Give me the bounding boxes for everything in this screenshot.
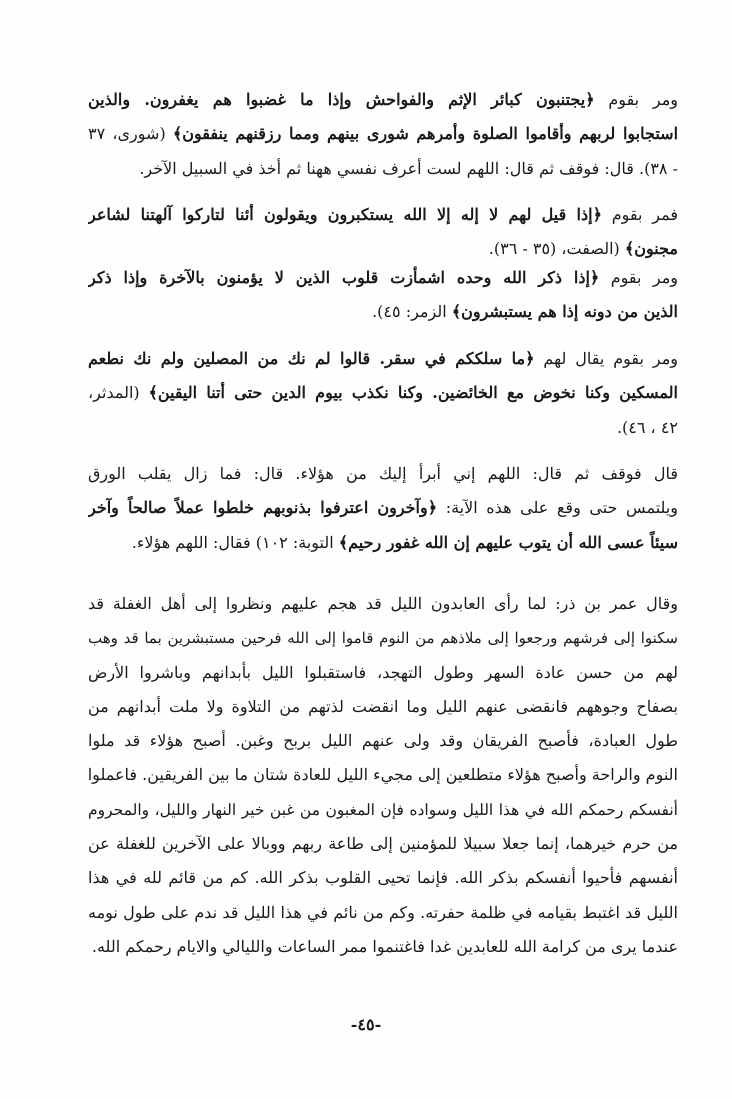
text-line bbox=[88, 724, 678, 758]
text-line bbox=[88, 117, 678, 151]
body-text: قال فوقف ثم قال: اللهم إني أبرأ إليك من هؤلاء. قال: فما زال يقلب الورق bbox=[88, 464, 678, 483]
quran-verse-text: الذين من دونه إذا هم يستبشرون﴾ bbox=[451, 302, 678, 322]
text-line bbox=[88, 342, 678, 376]
body-text: طول العبادة، فأصبح الفريقان وقد ولى عنهم الليل بربح وغبن. أصبح هؤلاء قد ملوا bbox=[88, 731, 678, 751]
text-line bbox=[88, 261, 678, 295]
body-text: ومر بقوم يقال لهم bbox=[534, 349, 678, 368]
paragraph-3 bbox=[88, 261, 678, 330]
text-line bbox=[88, 491, 678, 525]
body-text: (شورى، ٣٧ bbox=[88, 124, 173, 144]
body-text: الليل قد اغتبط بقيامه في ظلمة حفرته. وكم من نائم في هذا الليل قد ندم على طول نومه bbox=[88, 902, 678, 922]
body-text: عندما يرى من كرامة الله للعابدين غدا فاغتنموا ممر الساعات والليالي والايام رحمكم الله. bbox=[91, 936, 678, 956]
text-line bbox=[88, 621, 678, 655]
text-line bbox=[88, 656, 678, 690]
text-line bbox=[88, 930, 678, 964]
paragraph-6 bbox=[88, 587, 678, 964]
body-text: ٤٢ ، ٤٦). bbox=[616, 417, 678, 437]
body-text: النوم والراحة وأصبح هؤلاء متطلعين إلى مجيء الليل للعادة شتان ما بين الفريقين. فاعملوا bbox=[88, 765, 678, 785]
paragraph-5 bbox=[88, 457, 678, 560]
text-line bbox=[88, 152, 678, 186]
text-line bbox=[88, 690, 678, 724]
paragraph-1 bbox=[88, 83, 678, 186]
text-line bbox=[88, 587, 678, 621]
quran-verse-text: المسكين وكنا نخوض مع الخائضين. وكنا نكذب بيوم الدين حتى أتنا اليقين﴾ bbox=[148, 383, 678, 403]
quran-verse-text: مجنون﴾ bbox=[624, 239, 678, 259]
paragraph-2 bbox=[88, 198, 678, 267]
body-text: التوبة: ١٠٢) فقال: اللهم هؤلاء. bbox=[131, 532, 339, 552]
body-text: (الصفت، (٣٥ - ٣٦). bbox=[488, 239, 625, 259]
paragraph-4 bbox=[88, 342, 678, 445]
text-line bbox=[88, 827, 678, 861]
body-text: ومر بقوم bbox=[599, 268, 678, 287]
quran-verse-text: استجابوا لربهم وأقاموا الصلوة وأمرهم شورى بينهم ومما رزقنهم ينفقون﴾ bbox=[172, 124, 678, 144]
body-text: الزمر: ٤٥). bbox=[372, 302, 452, 322]
quran-verse-text: ﴿إذا ذكر الله وحده اشمأزت قلوب الذين لا يؤمنون بالآخرة وإذا ذكر bbox=[88, 268, 600, 287]
text-line bbox=[88, 376, 678, 410]
text-line bbox=[88, 83, 678, 117]
body-text: لهم من حسن عادة السهر وطول التهجد، فاستقبلوا الليل بأبدانهم وباشروا الأرض bbox=[88, 662, 678, 682]
quran-verse-text: ﴿وآخرون اعترفوا بذنوبهم خلطوا عملاً صالحاً وآخر bbox=[88, 498, 438, 518]
text-line bbox=[88, 198, 678, 232]
body-text: (المدثر، bbox=[88, 383, 149, 403]
text-line bbox=[88, 861, 678, 895]
body-text: وقال عمر بن ذر: لما رأى العابدون الليل قد هجم عليهم ونظروا إلى أهل الغفلة قد bbox=[88, 594, 678, 613]
text-line bbox=[88, 295, 678, 329]
body-text: من حرم خيرهما، إنما جعلا سبيلا للمؤمنين إلى طاعة ربهم ووبالا على الآخرين للغفلة عن bbox=[88, 834, 678, 854]
text-line bbox=[88, 758, 678, 792]
text-line bbox=[88, 411, 678, 445]
page-number: -٤٥- bbox=[350, 1015, 382, 1034]
text-line bbox=[88, 526, 678, 560]
body-text: فمر بقوم bbox=[601, 205, 678, 224]
text-line bbox=[88, 896, 678, 930]
text-line bbox=[88, 457, 678, 491]
body-text: أنفسهم فأحيوا أنفسكم بذكر الله. فإنما تحيى القلوب بذكر الله. كم من قائم لله في هذا bbox=[88, 868, 678, 888]
body-text: سكنوا إلى فرشهم ورجعوا إلى ملاذهم من النوم قاموا إلى الله فرحين مستبشرين بما قد وهب bbox=[88, 629, 678, 648]
body-text: - ٣٨). قال: فوقف ثم قال: اللهم لست أعرف نفسي ههنا ثم أخذ في السبيل الآخر. bbox=[139, 158, 678, 178]
body-text: أنفسكم رحمكم الله في هذا الليل وسواده فإن المغبون من غبن خير النهار والليل، والمحروم bbox=[88, 800, 678, 819]
quran-verse-text: ﴿يجتنبون كبائر الإثم والفواحش وإذا ما غضبوا هم يغفرون. والذين bbox=[88, 90, 595, 109]
text-line bbox=[88, 793, 678, 827]
body-text: ومر بقوم bbox=[594, 90, 678, 109]
quran-verse-text: ﴿إذا قيل لهم لا إله إلا الله يستكبرون ويقولون أئنا لتاركوا آلهتنا لشاعر bbox=[88, 205, 602, 224]
body-text: ويلتمس حتى وقع على هذه الآية: bbox=[437, 498, 678, 518]
quran-verse-text: سيئاً عسى الله أن يتوب عليهم إن الله غفور رحيم﴾ bbox=[338, 532, 678, 552]
body-text: بصفاح وجوههم فانقضى عنهم الليل وما انقضت لذتهم من التلاوة ولا ملت أبدانهم من bbox=[88, 696, 678, 716]
quran-verse-text: ﴿ما سلككم في سقر. قالوا لم نك من المصلين ولم نك نطعم bbox=[88, 349, 535, 368]
